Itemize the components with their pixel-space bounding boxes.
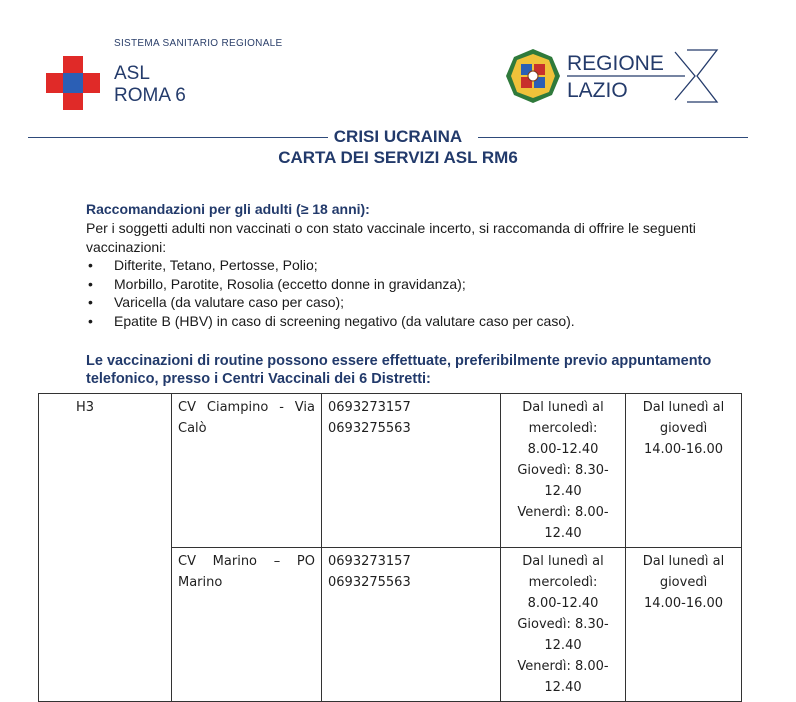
list-item: • Varicella (da valutare caso per caso); xyxy=(86,293,746,312)
district-cell: H3 xyxy=(39,394,172,702)
afternoon-hours-cell: Dal lunedì al giovedì 14.00-16.00 xyxy=(626,394,742,548)
asl-tagline: SISTEMA SANITARIO REGIONALE xyxy=(114,38,283,49)
regione-lazio-logo xyxy=(505,48,725,108)
vaccination-centers-table xyxy=(38,393,742,702)
phones-cell: 0693273157 0693275563 xyxy=(322,548,501,702)
table-row xyxy=(39,394,742,548)
asl-name: ASL ROMA 6 xyxy=(114,63,186,106)
list-item: • Epatite B (HBV) in caso di screening negativo (da valutare caso per caso). xyxy=(86,312,746,331)
title-line-2: CARTA DEI SERVIZI ASL RM6 xyxy=(278,148,518,167)
recommendations-section xyxy=(86,200,746,330)
vaccination-centers-intro: Le vaccinazioni di routine possono essere effettuate, preferibilmente previo appuntamento telefonico, presso i Centri Vaccinali dei 6 Distretti: xyxy=(86,353,712,387)
recommendations-paragraph: Per i soggetti adulti non vaccinati o con stato vaccinale incerto, si raccomanda di offrire le seguenti vaccinazioni: xyxy=(86,220,696,255)
regione-lazio-name: REGIONE LAZIO xyxy=(567,52,664,102)
title-line-1: CRISI UCRAINA xyxy=(333,127,463,146)
lazio-seal-icon xyxy=(505,48,561,104)
list-item: • Difterite, Tetano, Pertosse, Polio; xyxy=(86,256,746,275)
health-cross-icon xyxy=(46,56,100,110)
list-item: • Morbillo, Parotite, Rosolia (eccetto donne in gravidanza); xyxy=(86,275,746,294)
asl-logo xyxy=(46,38,326,118)
lazio-deco-icon xyxy=(567,48,727,106)
page-title xyxy=(0,126,796,168)
phones-cell: 0693273157 0693275563 xyxy=(322,394,501,548)
morning-hours-cell: Dal lunedì al mercoledì: 8.00-12.40 Giovedì: 8.30- 12.40 Venerdì: 8.00- 12.40 xyxy=(501,548,626,702)
afternoon-hours-cell: Dal lunedì al giovedì 14.00-16.00 xyxy=(626,548,742,702)
recommendations-heading: Raccomandazioni per gli adulti (≥ 18 anni): xyxy=(86,201,370,217)
center-cell: CV Marino – PO Marino xyxy=(172,548,322,702)
morning-hours-cell: Dal lunedì al mercoledì: 8.00-12.40 Giovedì: 8.30- 12.40 Venerdì: 8.00- 12.40 xyxy=(501,394,626,548)
vaccine-list xyxy=(86,256,746,330)
center-cell: CV Ciampino - Via Calò xyxy=(172,394,322,548)
